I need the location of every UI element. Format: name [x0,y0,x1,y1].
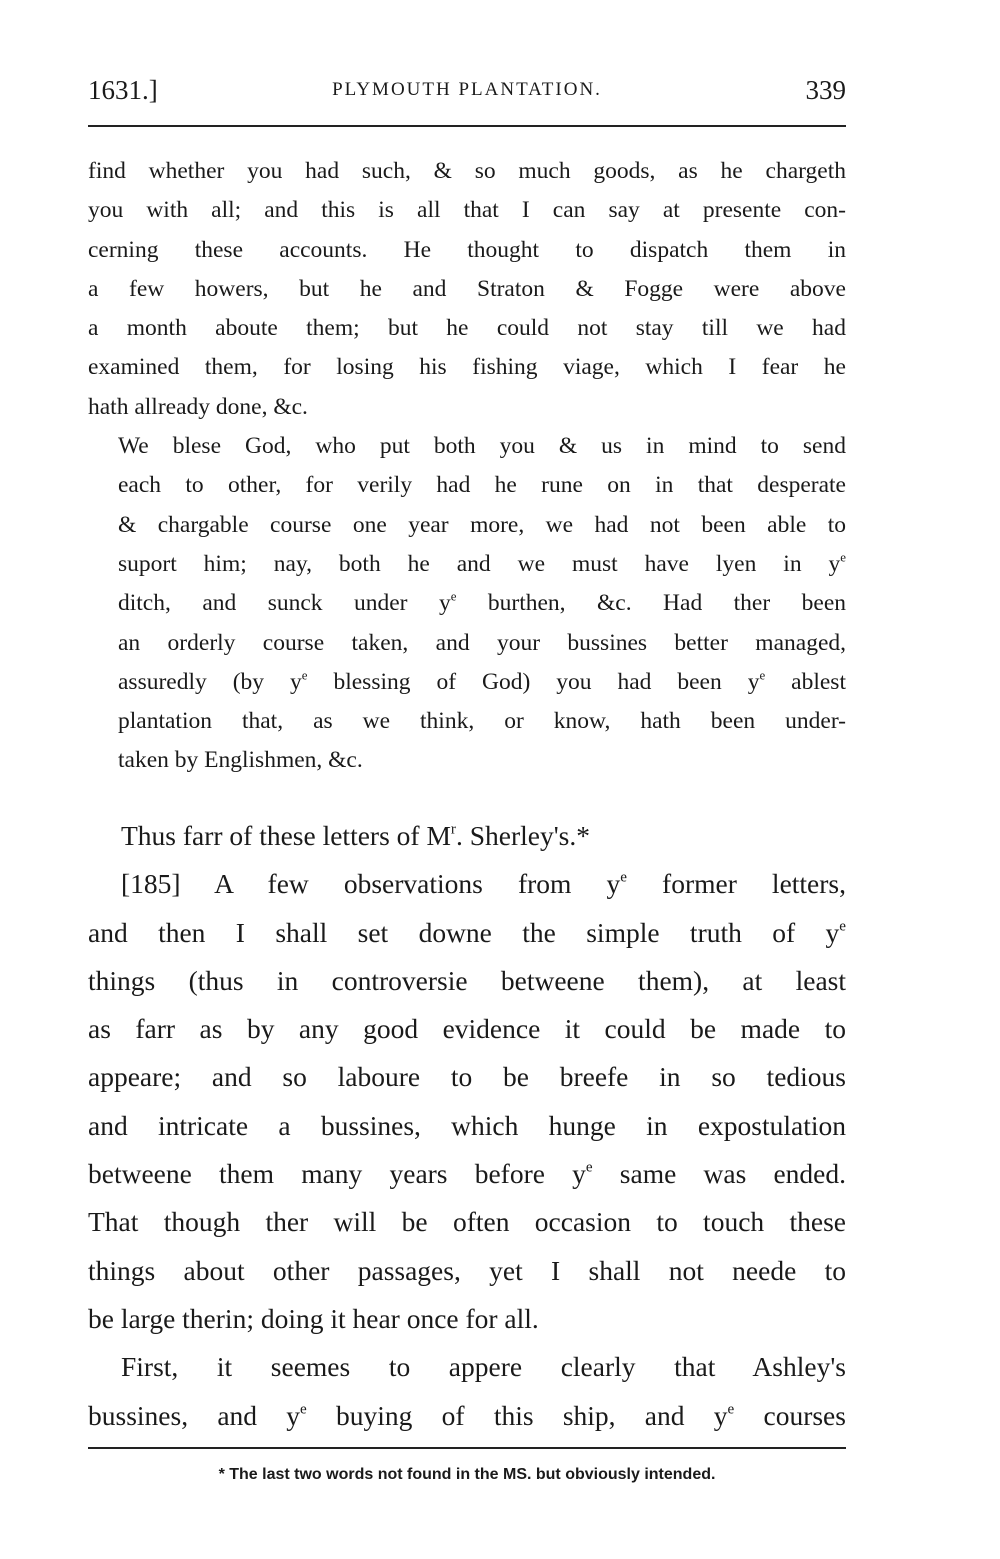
text-line: each to other, for verily had he rune on in that desperate [118,472,846,499]
narrative-paragraph-1 [88,812,846,860]
text-fragment: assuredly (by y [118,668,302,695]
text-line: things (thus in controversie betweene them), at least [88,964,846,996]
text-line: plantation that, as we think, or know, hath been under- [118,708,846,735]
footnote: * The last two words not found in the MS. but obviously intended. [218,1466,716,1483]
text-fragment: bussines, and y [88,1399,301,1431]
text-line: you with all; and this is all that I can say at presente con- [88,197,846,224]
letter-text [88,152,846,781]
text-line: cerning these accounts. He thought to dispatch them in [88,236,846,263]
text-line [88,584,846,623]
superscript: e [727,1401,735,1418]
superscript: e [300,1401,307,1418]
superscript: e [759,667,766,683]
text-line: That though ther will be often occasion to touch these [88,1206,846,1238]
text-line: examined them, for losing his fishing viage, which I fear he [88,354,846,381]
letter-paragraph-1 [88,152,846,427]
superscript: e [839,918,846,935]
narrative-paragraph-3 [88,1343,846,1440]
narrative-paragraph-2 [88,860,846,1343]
text-line: as farr as by any good evidence it could be made to [88,1013,846,1045]
text-line [88,545,846,584]
text-line: First, it seemes to appere clearly that Ashley's [121,1351,846,1383]
book-page [88,0,846,1559]
text-fragment: Thus farr of these letters of M [121,820,451,851]
superscript: r [450,821,456,838]
text-fragment: blessing of God) you had been y [307,668,760,695]
text-line [88,1150,846,1198]
text-line [88,1392,846,1440]
text-line [88,909,846,957]
text-line: things about other passages, yet I shall not neede to [88,1254,846,1286]
text-fragment: [185] A few observations from y [121,868,621,900]
narrative-text [88,812,846,1440]
text-fragment: buying of this ship, and y [306,1399,728,1431]
letter-paragraph-2 [88,427,846,781]
text-line: taken by Englishmen, &c. [118,747,363,774]
text-line: an orderly course taken, and your bussines better managed, [118,629,846,656]
superscript: e [585,1159,593,1176]
text-fragment: . Sherley's.* [455,820,590,851]
text-line [88,812,846,860]
text-line [88,860,846,908]
superscript: e [620,869,627,886]
page-number: 339 [805,75,846,105]
superscript: e [301,667,308,683]
text-fragment: and then I shall set downe the simple truth of y [88,916,840,948]
header-rule [88,125,846,127]
text-line: We blese God, who put both you & us in mind to send [118,433,846,460]
text-line [88,663,846,702]
text-fragment: ablest [765,668,846,695]
text-fragment: courses [734,1399,846,1431]
text-line: appeare; and so laboure to be breefe in so tedious [88,1061,846,1093]
text-fragment: ditch, and sunck under y [118,590,451,617]
text-fragment: burthen, &c. Had ther been [456,590,846,617]
text-line: & chargable course one year more, we had not been able to [118,511,846,538]
header-year: 1631.] [88,75,158,105]
superscript: e [840,549,846,565]
running-head [88,70,846,110]
text-line: a few howers, but he and Straton & Fogge were above [88,275,846,302]
text-line: a month aboute them; but he could not stay till we had [88,315,846,342]
footnote-rule [88,1447,846,1449]
text-fragment: suport him; nay, both he and we must have lyen in y [118,550,841,577]
text-line: be large therin; doing it hear once for all. [88,1302,539,1334]
text-fragment: same was ended. [592,1158,847,1190]
text-fragment: former letters, [626,868,847,900]
text-line: find whether you had such, & so much goods, as he chargeth [88,158,846,184]
text-line: hath allready done, &c. [88,393,308,420]
superscript: e [450,588,457,604]
text-fragment: betweene them many years before y [88,1158,586,1190]
header-title: PLYMOUTH PLANTATION. [332,79,602,100]
text-line: and intricate a bussines, which hunge in expostulation [88,1109,846,1141]
